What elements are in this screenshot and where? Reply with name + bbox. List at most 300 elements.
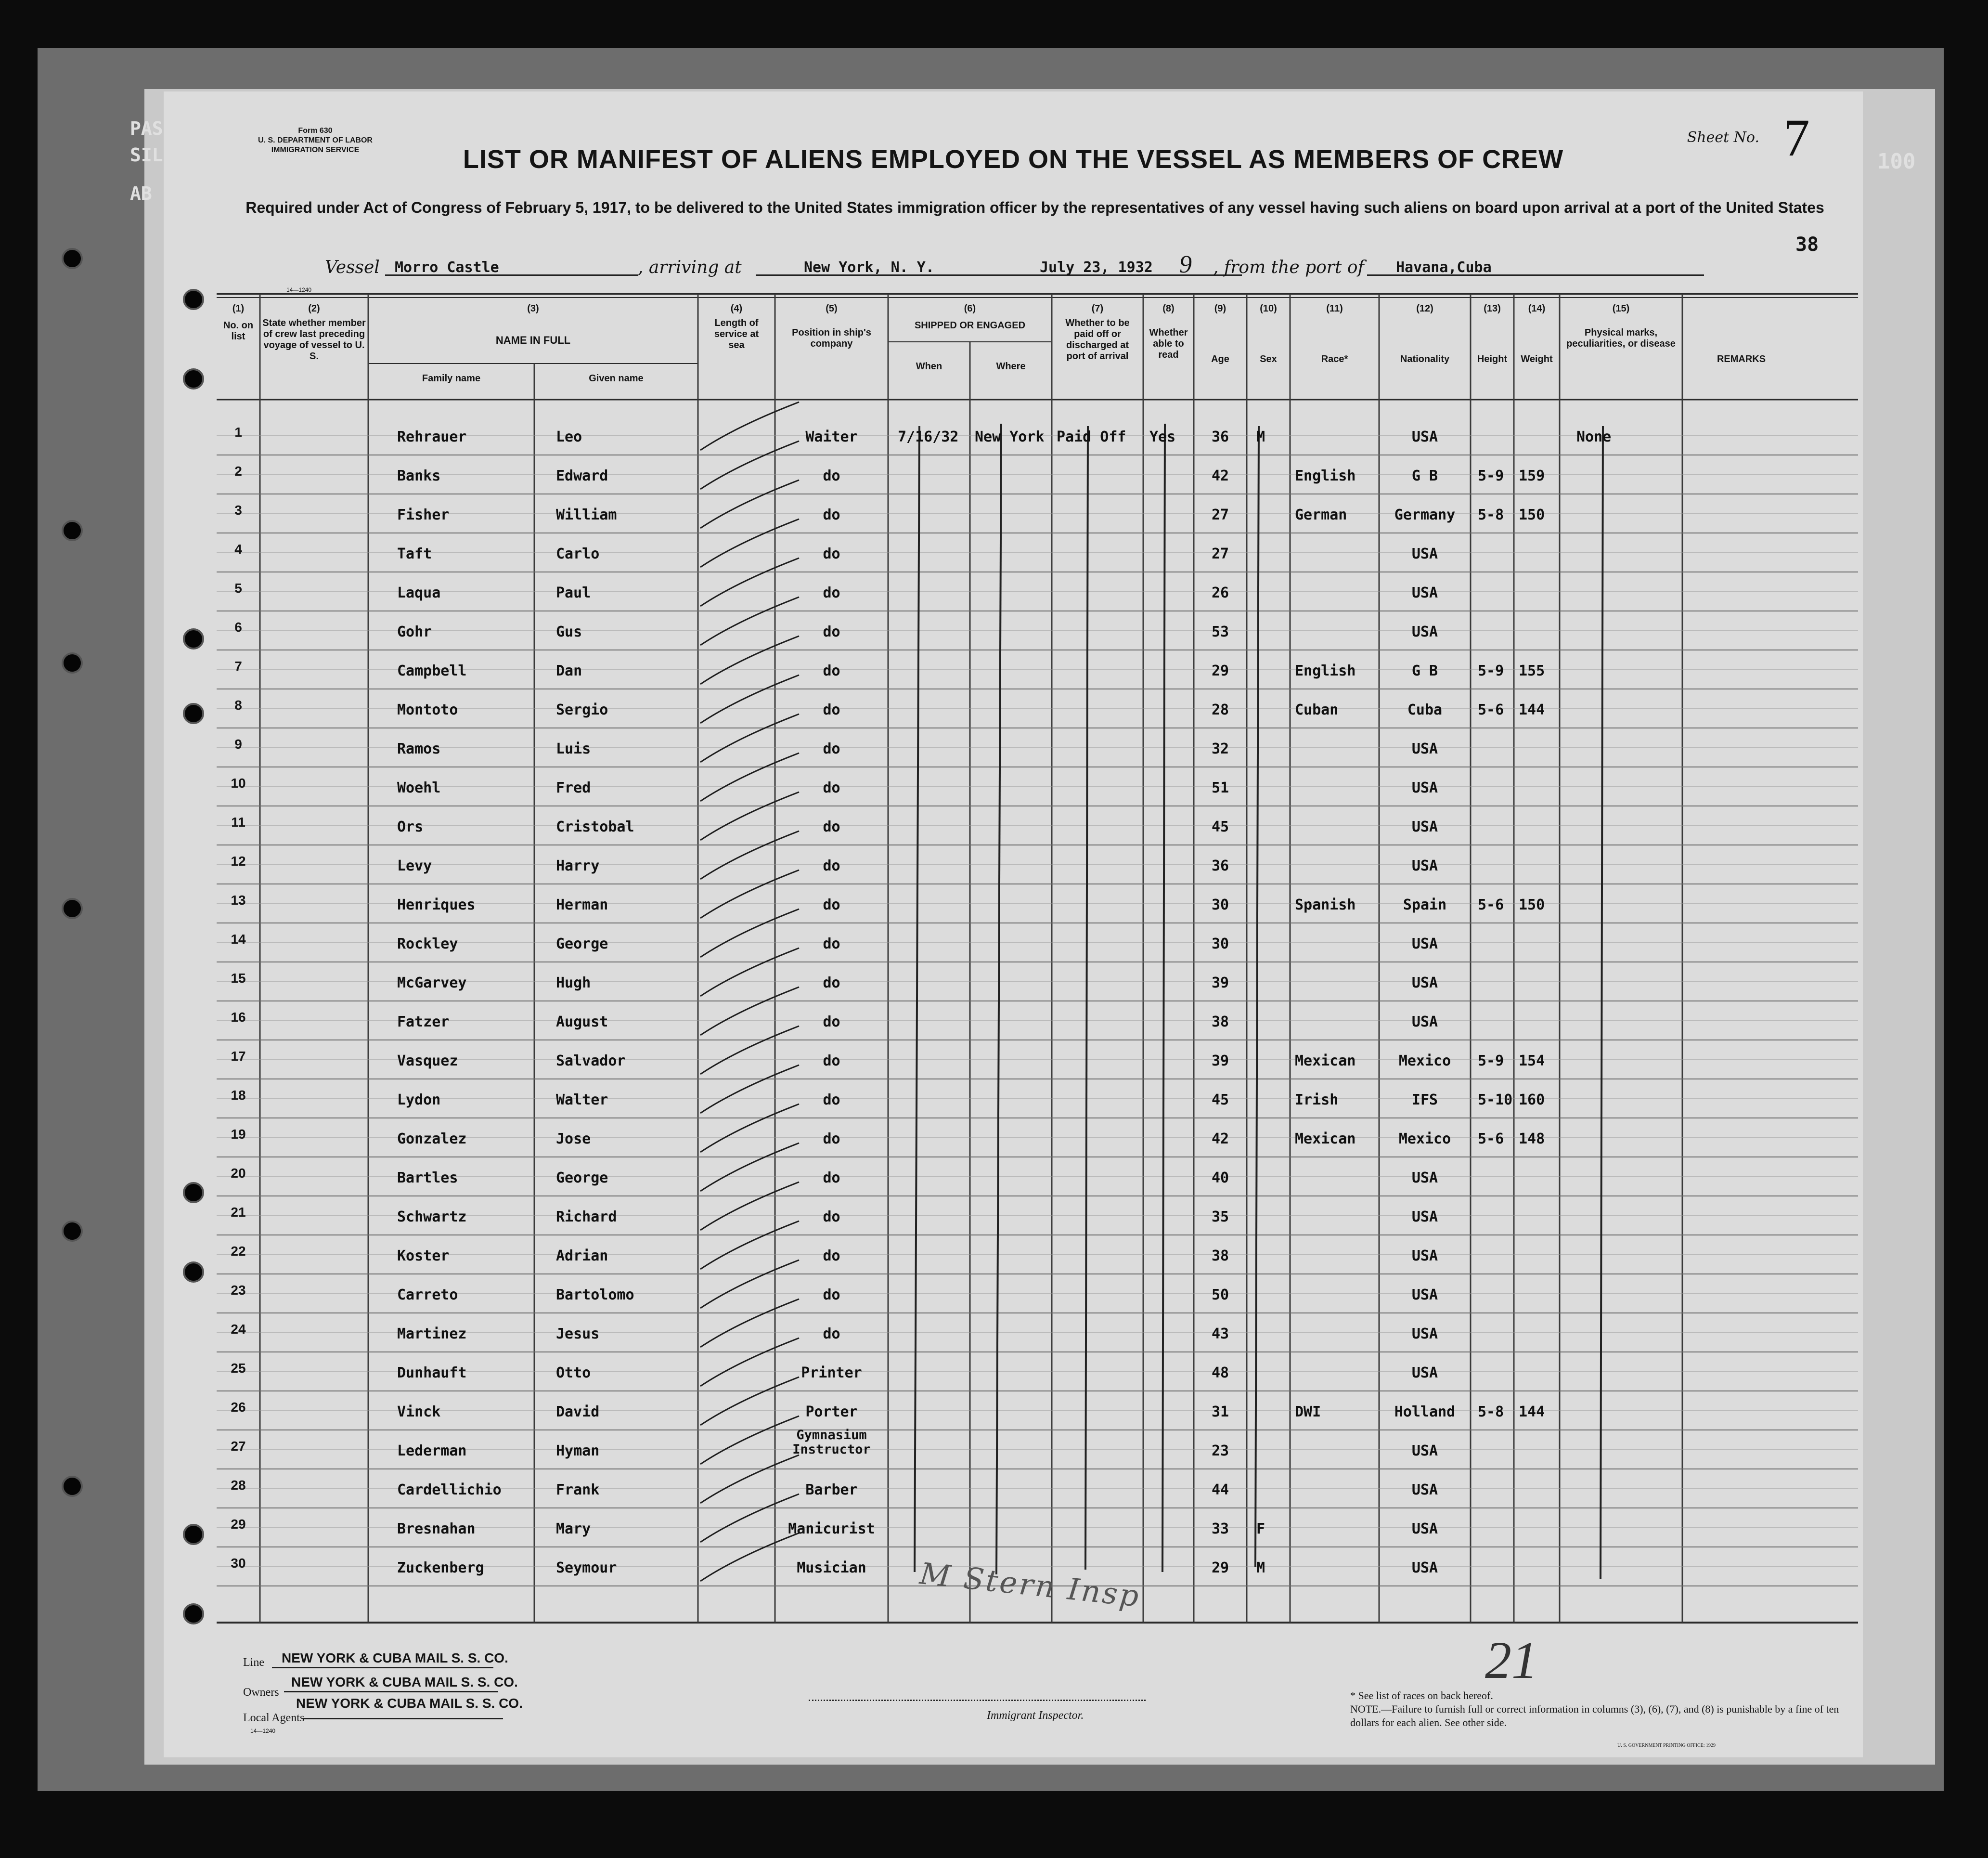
nationality: USA bbox=[1411, 935, 1438, 952]
binder-hole bbox=[183, 703, 204, 724]
col-name-in-full: NAME IN FULL bbox=[495, 334, 571, 346]
age: 36 bbox=[1211, 429, 1229, 445]
given-name: Hugh bbox=[556, 974, 591, 991]
given-name: Harry bbox=[556, 858, 600, 874]
family-name: Koster bbox=[397, 1247, 450, 1264]
col-nationality: Nationality bbox=[1400, 354, 1450, 364]
col-num-1: (1) bbox=[232, 303, 245, 314]
age: 51 bbox=[1211, 780, 1229, 796]
weight: 159 bbox=[1519, 468, 1545, 484]
age: 27 bbox=[1211, 507, 1229, 523]
given-name: Gus bbox=[556, 624, 582, 640]
edge-mark-pas: PAS bbox=[130, 118, 163, 139]
given-name: Otto bbox=[556, 1364, 591, 1381]
race: DWI bbox=[1295, 1403, 1321, 1420]
arrival-date: July 23, 1932 bbox=[1040, 259, 1153, 276]
row-number: 1 bbox=[234, 425, 242, 440]
given-name: Adrian bbox=[556, 1247, 608, 1264]
edge-mark-100: 100 bbox=[1877, 149, 1916, 174]
position: Gymnasium Instructor bbox=[792, 1428, 871, 1457]
given-name: Seymour bbox=[556, 1559, 617, 1576]
agents-label: Local Agents bbox=[243, 1712, 305, 1724]
row-number: 29 bbox=[231, 1517, 246, 1532]
binder-hole bbox=[183, 289, 204, 310]
age: 23 bbox=[1211, 1442, 1229, 1459]
nationality: Mexico bbox=[1398, 1052, 1451, 1069]
row-number: 25 bbox=[231, 1361, 246, 1376]
given-name: Carlo bbox=[556, 546, 600, 562]
vessel-label: Vessel bbox=[325, 258, 380, 277]
age: 26 bbox=[1211, 585, 1229, 601]
sex: M bbox=[1256, 429, 1265, 445]
given-name: Dan bbox=[556, 663, 582, 679]
nationality: USA bbox=[1411, 585, 1438, 601]
age: 45 bbox=[1211, 819, 1229, 835]
position: do bbox=[823, 1286, 840, 1303]
weight: 150 bbox=[1519, 507, 1545, 523]
sheet-number: 7 bbox=[1783, 108, 1810, 167]
age: 38 bbox=[1211, 1013, 1229, 1030]
nationality: USA bbox=[1411, 1169, 1438, 1186]
edge-mark-sil: SIL bbox=[130, 144, 163, 166]
position: do bbox=[823, 897, 840, 913]
race: Mexican bbox=[1295, 1130, 1356, 1147]
col-sex: Sex bbox=[1260, 354, 1277, 364]
col-family-name: Family name bbox=[422, 373, 481, 384]
row-number: 4 bbox=[234, 542, 242, 557]
col-remarks: REMARKS bbox=[1717, 354, 1766, 364]
nationality: Mexico bbox=[1398, 1130, 1451, 1147]
nationality: USA bbox=[1411, 1481, 1438, 1498]
row-number: 23 bbox=[231, 1283, 246, 1298]
inspector-label: Immigrant Inspector. bbox=[987, 1709, 1084, 1722]
position: do bbox=[823, 741, 840, 757]
given-name: Hyman bbox=[556, 1442, 600, 1459]
binder-hole bbox=[183, 1261, 204, 1283]
footer-form-code: 14—1240 bbox=[250, 1728, 276, 1734]
nationality: USA bbox=[1411, 819, 1438, 835]
family-name: Schwartz bbox=[397, 1208, 467, 1225]
race: Cuban bbox=[1295, 702, 1339, 718]
family-name: Lydon bbox=[397, 1091, 441, 1108]
nationality: G B bbox=[1411, 468, 1438, 484]
col-weight: Weight bbox=[1521, 354, 1553, 364]
position: do bbox=[823, 585, 840, 601]
given-name: Sergio bbox=[556, 702, 608, 718]
age: 45 bbox=[1211, 1091, 1229, 1108]
inspector-signature: M Stern Insp bbox=[918, 1556, 1143, 1614]
family-name: Ramos bbox=[397, 741, 441, 757]
row-number: 15 bbox=[231, 971, 246, 986]
row-number: 22 bbox=[231, 1244, 246, 1259]
position: do bbox=[823, 546, 840, 562]
position: do bbox=[823, 1325, 840, 1342]
col-num-15: (15) bbox=[1612, 303, 1630, 314]
family-name: Martinez bbox=[397, 1325, 467, 1342]
position: do bbox=[823, 468, 840, 484]
nationality: USA bbox=[1411, 1325, 1438, 1342]
races-note: * See list of races on back hereof. bbox=[1350, 1689, 1493, 1702]
col-given-name: Given name bbox=[589, 373, 644, 384]
position: do bbox=[823, 1130, 840, 1147]
col-num-9: (9) bbox=[1214, 303, 1226, 314]
row-number: 6 bbox=[234, 620, 242, 635]
given-name: Jose bbox=[556, 1130, 591, 1147]
age: 53 bbox=[1211, 624, 1229, 640]
col-num-12: (12) bbox=[1416, 303, 1433, 314]
nationality: USA bbox=[1411, 624, 1438, 640]
family-name: Ors bbox=[397, 819, 424, 835]
given-name: Frank bbox=[556, 1481, 600, 1498]
race: Spanish bbox=[1295, 897, 1356, 913]
row-number: 20 bbox=[231, 1166, 246, 1181]
binder-hole bbox=[62, 520, 83, 541]
binder-hole bbox=[183, 1524, 204, 1545]
from-port: Havana,Cuba bbox=[1396, 259, 1492, 276]
col-race: Race* bbox=[1321, 354, 1348, 364]
height: 5-8 bbox=[1478, 507, 1504, 523]
nationality: IFS bbox=[1411, 1091, 1438, 1108]
weight: 144 bbox=[1519, 702, 1545, 718]
col-length-service: Length of service at sea bbox=[714, 318, 759, 351]
vessel-name: Morro Castle bbox=[395, 259, 499, 276]
handwritten-count: 21 bbox=[1485, 1631, 1538, 1689]
nationality: USA bbox=[1411, 1442, 1438, 1459]
family-name: Vasquez bbox=[397, 1052, 458, 1069]
row-number: 30 bbox=[231, 1556, 246, 1571]
row-number: 14 bbox=[231, 932, 246, 947]
age: 27 bbox=[1211, 546, 1229, 562]
from-label: , from the port of bbox=[1213, 258, 1364, 277]
line-label: Line bbox=[243, 1656, 264, 1669]
nationality: USA bbox=[1411, 546, 1438, 562]
col-num-6: (6) bbox=[964, 303, 976, 314]
height: 5-9 bbox=[1478, 663, 1504, 679]
age: 32 bbox=[1211, 741, 1229, 757]
age: 28 bbox=[1211, 702, 1229, 718]
family-name: Bartles bbox=[397, 1169, 458, 1186]
page-title: LIST OR MANIFEST OF ALIENS EMPLOYED ON THE VESSEL AS MEMBERS OF CREW bbox=[463, 145, 1564, 174]
col-num-3: (3) bbox=[527, 303, 539, 314]
age: 31 bbox=[1211, 1403, 1229, 1420]
col-num-2: (2) bbox=[308, 303, 320, 314]
family-name: Rehrauer bbox=[397, 429, 467, 445]
row-number: 16 bbox=[231, 1010, 246, 1025]
age: 33 bbox=[1211, 1520, 1229, 1537]
position: do bbox=[823, 780, 840, 796]
given-name: Richard bbox=[556, 1208, 617, 1225]
nationality: Holland bbox=[1394, 1403, 1456, 1420]
position: Manicurist bbox=[788, 1520, 875, 1537]
given-name: David bbox=[556, 1403, 600, 1420]
age: 39 bbox=[1211, 974, 1229, 991]
row-number: 11 bbox=[231, 815, 245, 830]
binder-hole bbox=[183, 628, 204, 650]
weight: 154 bbox=[1519, 1052, 1545, 1069]
row-number: 7 bbox=[234, 659, 242, 674]
family-name: Gohr bbox=[397, 624, 432, 640]
nationality: USA bbox=[1411, 1247, 1438, 1264]
shipped-when: 7/16/32 bbox=[898, 429, 959, 445]
family-name: Laqua bbox=[397, 585, 441, 601]
agents-value: NEW YORK & CUBA MAIL S. S. CO. bbox=[296, 1696, 523, 1711]
row-number: 5 bbox=[234, 581, 242, 596]
col-num-4: (4) bbox=[730, 303, 743, 314]
row-number: 27 bbox=[231, 1439, 246, 1454]
age: 44 bbox=[1211, 1481, 1229, 1498]
position: do bbox=[823, 1247, 840, 1264]
position: do bbox=[823, 1091, 840, 1108]
able-to-read: Yes bbox=[1149, 429, 1176, 445]
family-name: Zuckenberg bbox=[397, 1559, 484, 1576]
date-overwrite: 9 bbox=[1179, 251, 1192, 278]
family-name: Campbell bbox=[397, 663, 467, 679]
right-mark: 38 bbox=[1795, 234, 1819, 256]
nationality: USA bbox=[1411, 1559, 1438, 1576]
height: 5-8 bbox=[1478, 1403, 1504, 1420]
binder-hole bbox=[183, 1603, 204, 1624]
given-name: August bbox=[556, 1013, 608, 1030]
nationality: Spain bbox=[1403, 897, 1447, 913]
row-number: 3 bbox=[234, 503, 242, 518]
row-number: 24 bbox=[231, 1322, 246, 1337]
family-name: Levy bbox=[397, 858, 432, 874]
row-number: 12 bbox=[231, 854, 246, 869]
age: 48 bbox=[1211, 1364, 1229, 1381]
position: do bbox=[823, 819, 840, 835]
given-name: Fred bbox=[556, 780, 591, 796]
position: do bbox=[823, 935, 840, 952]
col-num-13: (13) bbox=[1484, 303, 1501, 314]
race: Irish bbox=[1295, 1091, 1339, 1108]
age: 50 bbox=[1211, 1286, 1229, 1303]
weight: 155 bbox=[1519, 663, 1545, 679]
family-name: Taft bbox=[397, 546, 432, 562]
manifest-sheet bbox=[164, 91, 1863, 1757]
age: 42 bbox=[1211, 1130, 1229, 1147]
edge-mark-ab: AB bbox=[130, 183, 152, 204]
col-when: When bbox=[916, 361, 942, 372]
col-able-to-read: Whether able to read bbox=[1149, 327, 1188, 360]
given-name: George bbox=[556, 1169, 608, 1186]
form-number: Form 630 bbox=[298, 127, 333, 135]
family-name: Lederman bbox=[397, 1442, 467, 1459]
row-number: 2 bbox=[234, 464, 242, 479]
col-num-5: (5) bbox=[826, 303, 838, 314]
owners-underline bbox=[284, 1691, 498, 1692]
age: 29 bbox=[1211, 663, 1229, 679]
row-number: 18 bbox=[231, 1088, 246, 1103]
age: 39 bbox=[1211, 1052, 1229, 1069]
age: 38 bbox=[1211, 1247, 1229, 1264]
col-age: Age bbox=[1211, 354, 1229, 364]
nationality: USA bbox=[1411, 429, 1438, 445]
height: 5-6 bbox=[1478, 897, 1504, 913]
nationality: USA bbox=[1411, 1208, 1438, 1225]
given-name: George bbox=[556, 935, 608, 952]
position: do bbox=[823, 1052, 840, 1069]
weight: 150 bbox=[1519, 897, 1545, 913]
position: Waiter bbox=[805, 429, 858, 445]
race: English bbox=[1295, 663, 1356, 679]
age: 29 bbox=[1211, 1559, 1229, 1576]
age: 42 bbox=[1211, 468, 1229, 484]
height: 5-6 bbox=[1478, 702, 1504, 718]
age: 30 bbox=[1211, 897, 1229, 913]
binder-hole bbox=[62, 898, 83, 919]
given-name: Herman bbox=[556, 897, 608, 913]
given-name: Salvador bbox=[556, 1052, 626, 1069]
family-name: Carreto bbox=[397, 1286, 458, 1303]
age: 36 bbox=[1211, 858, 1229, 874]
row-number: 10 bbox=[231, 776, 246, 791]
nationality: USA bbox=[1411, 1364, 1438, 1381]
page-subtitle: Required under Act of Congress of February 5, 1917, to be delivered to the United States immigration officer by the representatives of any vessel having such aliens on board upon arrival at a port of the United States bbox=[245, 199, 1824, 216]
family-name: Cardellichio bbox=[397, 1481, 502, 1498]
position: do bbox=[823, 624, 840, 640]
given-name: Bartolomo bbox=[556, 1286, 634, 1303]
height: 5-10 bbox=[1478, 1091, 1513, 1108]
family-name: Henriques bbox=[397, 897, 476, 913]
weight: 160 bbox=[1519, 1091, 1545, 1108]
family-name: Montoto bbox=[397, 702, 458, 718]
position: do bbox=[823, 858, 840, 874]
given-name: Walter bbox=[556, 1091, 608, 1108]
race: Mexican bbox=[1295, 1052, 1356, 1069]
family-name: Bresnahan bbox=[397, 1520, 476, 1537]
physical-marks: None bbox=[1576, 429, 1612, 445]
height: 5-9 bbox=[1478, 468, 1504, 484]
height: 5-9 bbox=[1478, 1052, 1504, 1069]
department: U. S. DEPARTMENT OF LABOR bbox=[258, 136, 373, 144]
col-num-10: (10) bbox=[1260, 303, 1277, 314]
family-name: Gonzalez bbox=[397, 1130, 467, 1147]
sex: F bbox=[1256, 1520, 1265, 1537]
race: English bbox=[1295, 468, 1356, 484]
row-number: 26 bbox=[231, 1400, 246, 1415]
binder-hole bbox=[183, 368, 204, 390]
col-height: Height bbox=[1477, 354, 1508, 364]
position: Barber bbox=[805, 1481, 858, 1498]
weight: 144 bbox=[1519, 1403, 1545, 1420]
col-prior-voyage: State whether member of crew last preceding voyage of vessel to U. S. bbox=[262, 318, 366, 362]
owners-label: Owners bbox=[243, 1686, 279, 1699]
nationality: Cuba bbox=[1407, 702, 1443, 718]
col-paid-off: Whether to be paid off or discharged at port of arrival bbox=[1065, 318, 1130, 362]
arriving-label: , arriving at bbox=[638, 258, 742, 277]
arrival-port: New York, N. Y. bbox=[804, 259, 934, 276]
binder-hole bbox=[62, 652, 83, 674]
row-number: 9 bbox=[234, 737, 242, 752]
nationality: USA bbox=[1411, 780, 1438, 796]
nationality: G B bbox=[1411, 663, 1438, 679]
position: do bbox=[823, 702, 840, 718]
col-where: Where bbox=[996, 361, 1026, 372]
nationality: USA bbox=[1411, 1520, 1438, 1537]
position: do bbox=[823, 1013, 840, 1030]
family-name: Rockley bbox=[397, 935, 458, 952]
col-num-8: (8) bbox=[1162, 303, 1175, 314]
family-name: Fisher bbox=[397, 507, 450, 523]
age: 43 bbox=[1211, 1325, 1229, 1342]
col-num-14: (14) bbox=[1528, 303, 1546, 314]
row-number: 21 bbox=[231, 1205, 246, 1220]
age: 30 bbox=[1211, 935, 1229, 952]
binder-hole bbox=[62, 248, 83, 269]
paid-off: Paid Off bbox=[1057, 429, 1126, 445]
given-name: Paul bbox=[556, 585, 591, 601]
line-value: NEW YORK & CUBA MAIL S. S. CO. bbox=[282, 1650, 508, 1665]
family-name: Fatzer bbox=[397, 1013, 450, 1030]
row-number: 19 bbox=[231, 1127, 246, 1142]
row-number: 28 bbox=[231, 1478, 246, 1493]
position: Porter bbox=[805, 1403, 858, 1420]
form-code: 14—1240 bbox=[286, 286, 312, 293]
family-name: Banks bbox=[397, 468, 441, 484]
nationality: USA bbox=[1411, 741, 1438, 757]
position: do bbox=[823, 663, 840, 679]
row-number: 8 bbox=[234, 698, 242, 713]
position: do bbox=[823, 507, 840, 523]
family-name: Vinck bbox=[397, 1403, 441, 1420]
nationality: USA bbox=[1411, 1013, 1438, 1030]
owners-value: NEW YORK & CUBA MAIL S. S. CO. bbox=[291, 1675, 518, 1689]
row-number: 17 bbox=[231, 1049, 246, 1064]
given-name: Luis bbox=[556, 741, 591, 757]
weight: 148 bbox=[1519, 1130, 1545, 1147]
height: 5-6 bbox=[1478, 1130, 1504, 1147]
family-name: Woehl bbox=[397, 780, 441, 796]
position: Musician bbox=[797, 1559, 866, 1576]
position: do bbox=[823, 1169, 840, 1186]
given-name: Edward bbox=[556, 468, 608, 484]
agents-underline bbox=[303, 1718, 503, 1719]
col-num-11: (11) bbox=[1326, 303, 1343, 314]
nationality: USA bbox=[1411, 858, 1438, 874]
given-name: William bbox=[556, 507, 617, 523]
race: German bbox=[1295, 507, 1347, 523]
sex: M bbox=[1256, 1559, 1265, 1576]
col-num-7: (7) bbox=[1091, 303, 1104, 314]
col-shipped-engaged: SHIPPED OR ENGAGED bbox=[914, 320, 1026, 331]
position: do bbox=[823, 974, 840, 991]
col-no-on-list: No. on list bbox=[223, 320, 254, 342]
line-underline bbox=[272, 1667, 493, 1668]
col-position: Position in ship's company bbox=[792, 327, 871, 349]
position: do bbox=[823, 1208, 840, 1225]
inspector-line bbox=[809, 1700, 1146, 1701]
footer bbox=[202, 1632, 1858, 1748]
row-number: 13 bbox=[231, 893, 246, 908]
binder-hole bbox=[62, 1476, 83, 1497]
given-name: Leo bbox=[556, 429, 582, 445]
shipped-where: New York bbox=[975, 429, 1045, 445]
sheet-label: Sheet No. bbox=[1687, 129, 1759, 146]
service: IMMIGRATION SERVICE bbox=[271, 146, 360, 154]
col-physical-marks: Physical marks, peculiarities, or disease bbox=[1566, 327, 1676, 349]
nationality: USA bbox=[1411, 974, 1438, 991]
given-name: Cristobal bbox=[556, 819, 634, 835]
family-name: Dunhauft bbox=[397, 1364, 467, 1381]
nationality: Germany bbox=[1394, 507, 1456, 523]
given-name: Mary bbox=[556, 1520, 591, 1537]
position: Printer bbox=[801, 1364, 862, 1381]
fine-note: NOTE.—Failure to furnish full or correct information in columns (3), (6), (7), and (8) is punishable by a fine of ten dollars for each alien. See other side. bbox=[1350, 1703, 1839, 1728]
binder-hole bbox=[183, 1182, 204, 1203]
family-name: McGarvey bbox=[397, 974, 467, 991]
age: 35 bbox=[1211, 1208, 1229, 1225]
printing-office: U. S. GOVERNMENT PRINTING OFFICE: 1929 bbox=[1617, 1743, 1716, 1748]
